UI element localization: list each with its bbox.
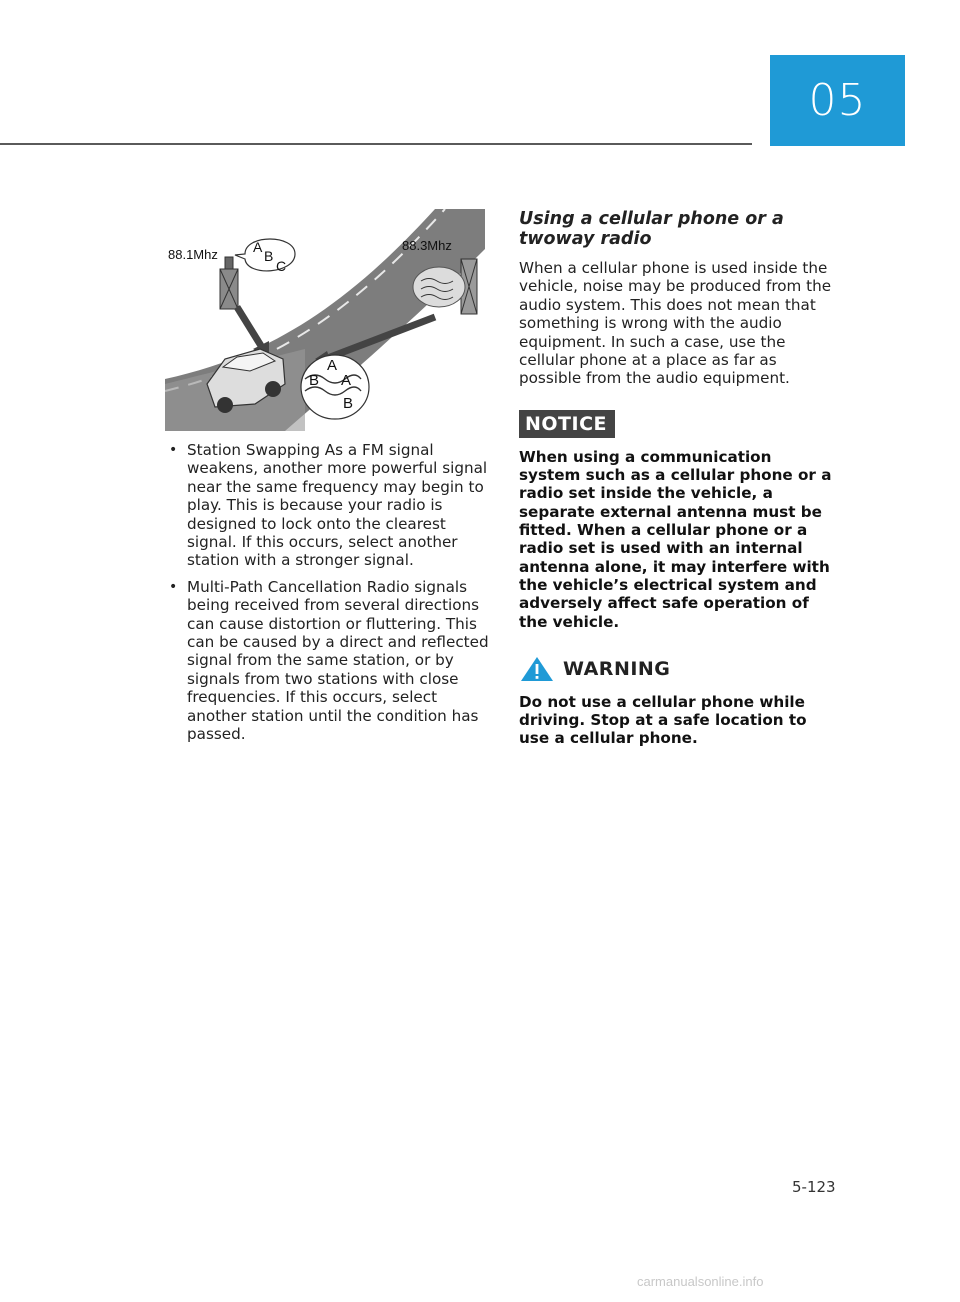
- bubble-letter-c: C: [276, 258, 287, 274]
- cellular-body-text: When a cellular phone is used inside the vehicle, noise may be produced from the audio system. This does not mean that something is wrong with the audio equipment. In such a case, use the cellular phone at a place as far as possible from the audio equipment.: [519, 259, 832, 388]
- car-bubble-letter-b: B: [309, 372, 320, 389]
- watermark: carmanualsonline.info: [637, 1274, 764, 1289]
- cellular-section-heading: Using a cellular phone or a twoway radio: [519, 209, 784, 249]
- bullet-glyph: •: [169, 578, 178, 595]
- bubble-letter-b: B: [264, 248, 274, 264]
- bullet-text: Station Swapping As a FM signal weakens, another more powerful signal near the same frequency may begin to play. This is because your radio is designed to lock onto the clearest signal. If this occurs, select another station with a stronger signal.: [187, 441, 488, 570]
- list-item: [165, 578, 490, 744]
- chapter-tab: [770, 55, 905, 146]
- reception-bullet-list: [165, 441, 490, 752]
- car-bubble-letter-b-2: B: [343, 395, 354, 412]
- warning-triangle-icon: [519, 655, 555, 683]
- header-rule: [0, 143, 752, 145]
- bubble-letter-a: A: [253, 239, 263, 255]
- notice-text: When using a communication system such as a cellular phone or a radio set inside the vehicle, a separate external antenna must be fitted. When a cellular phone or a radio set is used with an internal antenna alone, it may interfere with the vehicle’s electrical system and adversely affect safe operation of the vehicle.: [519, 447, 832, 631]
- figure-code: OJF045311L: [423, 417, 481, 428]
- radio-reception-illustration: [165, 209, 485, 431]
- car-bubble-letter-a-2: A: [341, 372, 352, 389]
- left-frequency-label: 88.1Mhz: [168, 247, 218, 262]
- warning-text: Do not use a cellular phone while driving. Stop at a safe location to use a cellular phone.: [519, 692, 807, 748]
- list-item: [165, 441, 490, 570]
- page-number: 5-123: [792, 1178, 836, 1196]
- warning-label: WARNING: [563, 657, 671, 680]
- right-column: [519, 209, 837, 748]
- car-bubble-letter-a: A: [327, 357, 338, 374]
- bullet-glyph: •: [169, 442, 178, 458]
- notice-badge: [519, 410, 615, 438]
- notice-label: NOTICE: [525, 412, 608, 435]
- bullet-text: Multi-Path Cancellation Radio signals being received from several directions can cause distortion or fluttering. This can be caused by a direct and reflected signal from the same station, or by signals from two stations with close frequencies. If this occurs, select another station until the condition has passed.: [187, 577, 489, 744]
- chapter-number: 05: [808, 75, 867, 126]
- right-frequency-label: 88.3Mhz: [402, 238, 452, 253]
- warning-header: [519, 655, 837, 683]
